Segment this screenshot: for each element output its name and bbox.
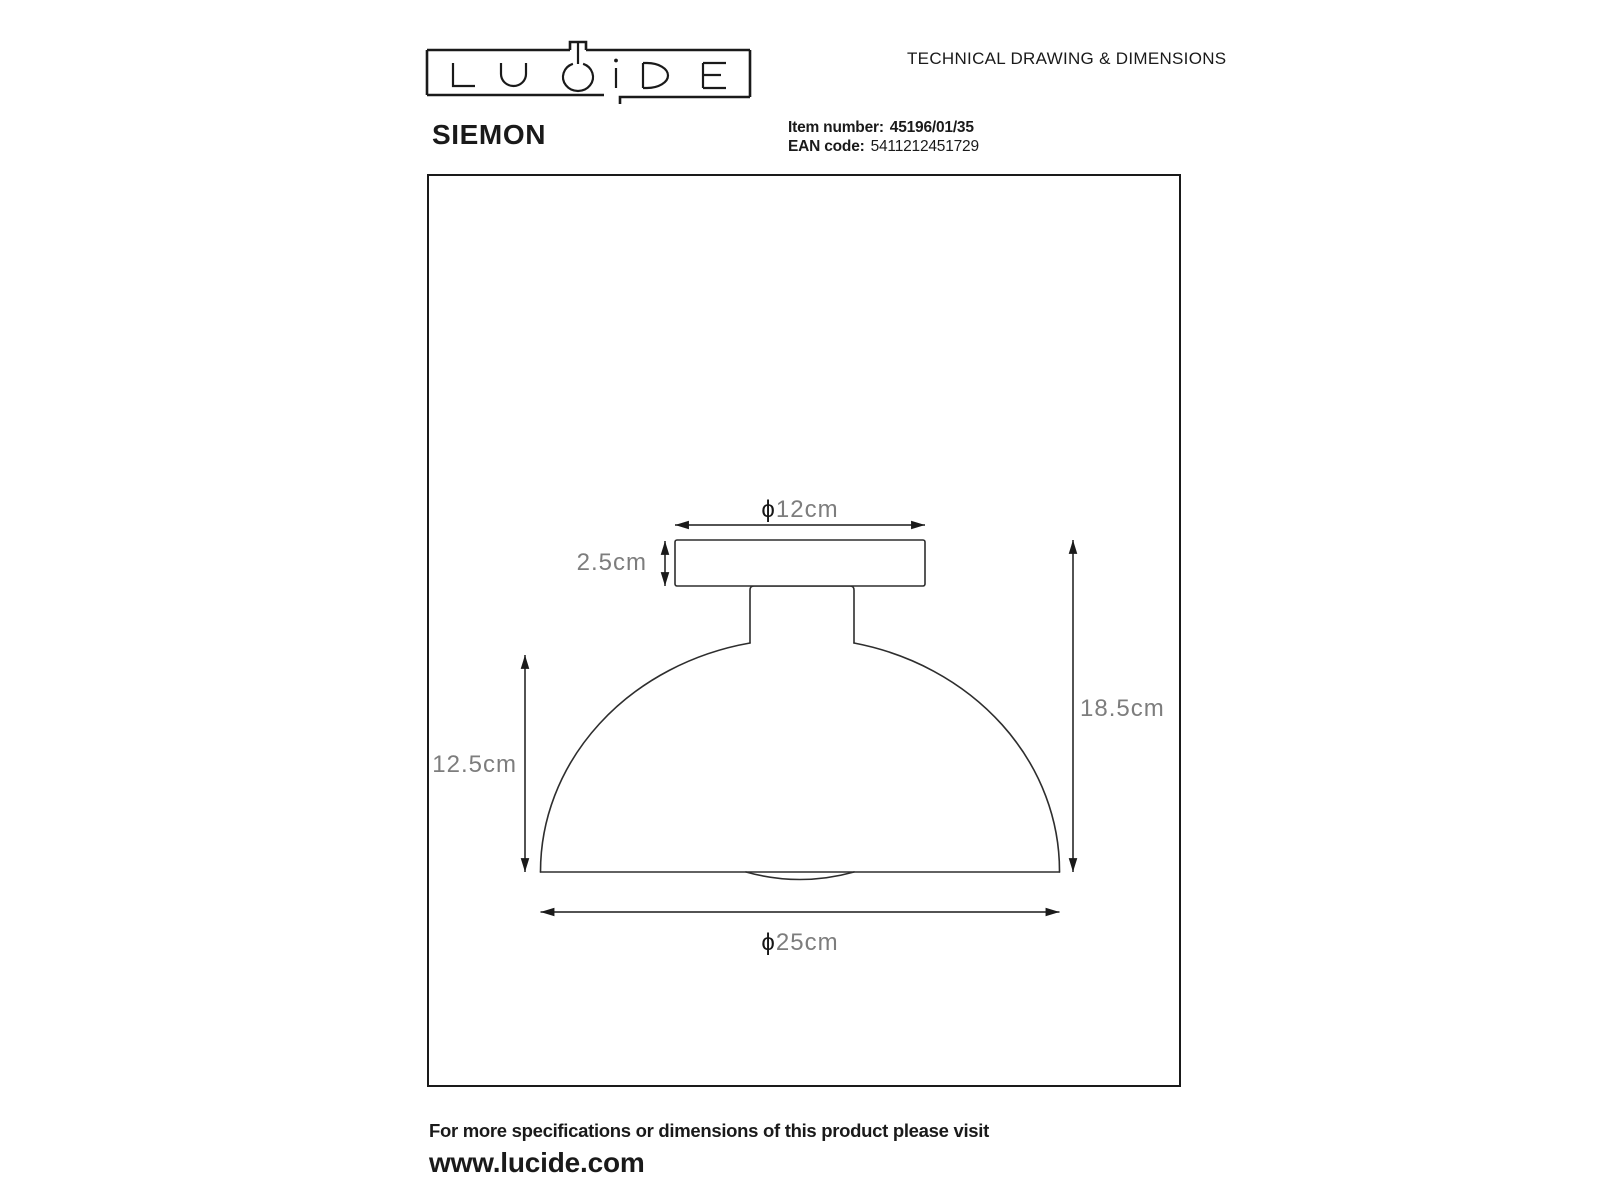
plate-diameter-dim [675,496,925,525]
shade-height-dim [432,655,525,872]
total-height-dim [1073,540,1165,872]
plate-diameter-value: 12cm [775,496,839,523]
total-height-value: 18.5cm [1080,695,1165,722]
diameter-symbol: ϕ [761,496,776,523]
product-name: SIEMON [432,119,547,150]
ean-code-value: 5411212451729 [870,137,979,155]
lamp-shade-outline [540,643,1059,880]
logo-letter-e [703,63,726,88]
logo-box [427,42,750,104]
item-number-row [788,119,979,138]
item-number-label: Item number: [788,119,884,136]
shade-height-value: 12.5cm [432,751,517,778]
footer-website: www.lucide.com [429,1147,645,1178]
shade-diameter-dim [541,912,1060,956]
logo-letter-u [501,63,526,86]
lucide-logo [424,36,756,110]
svg-text:ϕ25cm [761,929,838,956]
technical-drawing-frame [427,174,1181,1087]
shade-diameter-value: 25cm [775,929,839,956]
svg-text:ϕ12cm [761,496,838,523]
logo-letter-l [453,63,475,86]
diameter-symbol: ϕ [761,929,776,956]
mounting-plate [675,540,925,586]
plate-height-value: 2.5cm [576,549,647,576]
footer-note: For more specifications or dimensions of this product please visit [429,1120,989,1141]
logo-letter-c [563,64,593,91]
logo-letter-i-dot [614,59,618,63]
doc-title: TECHNICAL DRAWING & DIMENSIONS [907,49,1227,68]
ean-code-row [788,138,979,157]
product-codes [788,119,979,156]
item-number-value: 45196/01/35 [889,119,974,136]
technical-drawing [429,176,1178,1084]
lamp-socket [750,586,854,643]
logo-letter-d [643,63,668,88]
bulb-rim-arc [746,872,854,880]
ean-code-label: EAN code: [788,137,865,155]
plate-height-dim [577,541,665,586]
